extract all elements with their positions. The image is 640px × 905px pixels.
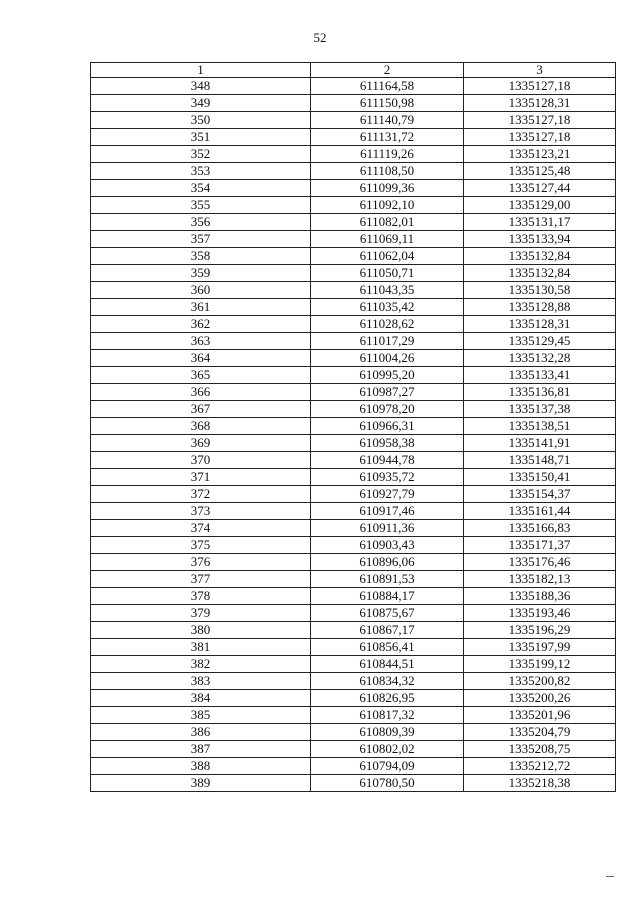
x-coordinate-cell: 611119,26 xyxy=(311,146,464,163)
x-coordinate-cell: 610780,50 xyxy=(311,775,464,792)
point-number-cell: 356 xyxy=(91,214,311,231)
x-coordinate-cell: 611069,11 xyxy=(311,231,464,248)
y-coordinate-cell: 1335127,18 xyxy=(464,129,616,146)
x-coordinate-cell: 610966,31 xyxy=(311,418,464,435)
table-row xyxy=(91,367,616,384)
y-coordinate-cell: 1335133,94 xyxy=(464,231,616,248)
x-coordinate-cell: 611004,26 xyxy=(311,350,464,367)
x-coordinate-cell: 610903,43 xyxy=(311,537,464,554)
y-coordinate-cell: 1335141,91 xyxy=(464,435,616,452)
table-row xyxy=(91,214,616,231)
y-coordinate-cell: 1335197,99 xyxy=(464,639,616,656)
y-coordinate-cell: 1335212,72 xyxy=(464,758,616,775)
x-coordinate-cell: 611050,71 xyxy=(311,265,464,282)
table-row xyxy=(91,639,616,656)
point-number-cell: 363 xyxy=(91,333,311,350)
point-number-cell: 382 xyxy=(91,656,311,673)
x-coordinate-cell: 610944,78 xyxy=(311,452,464,469)
table-row xyxy=(91,435,616,452)
point-number-cell: 351 xyxy=(91,129,311,146)
point-number-cell: 349 xyxy=(91,95,311,112)
y-coordinate-cell: 1335136,81 xyxy=(464,384,616,401)
point-number-cell: 381 xyxy=(91,639,311,656)
table-row xyxy=(91,571,616,588)
x-coordinate-cell: 610958,38 xyxy=(311,435,464,452)
point-number-cell: 364 xyxy=(91,350,311,367)
x-coordinate-cell: 610875,67 xyxy=(311,605,464,622)
table-row xyxy=(91,384,616,401)
x-coordinate-cell: 610844,51 xyxy=(311,656,464,673)
point-number-cell: 380 xyxy=(91,622,311,639)
y-coordinate-cell: 1335193,46 xyxy=(464,605,616,622)
point-number-cell: 371 xyxy=(91,469,311,486)
table-row xyxy=(91,95,616,112)
x-coordinate-cell: 610794,09 xyxy=(311,758,464,775)
table-row xyxy=(91,656,616,673)
table-row xyxy=(91,605,616,622)
point-number-cell: 378 xyxy=(91,588,311,605)
table-row xyxy=(91,418,616,435)
y-coordinate-cell: 1335199,12 xyxy=(464,656,616,673)
x-coordinate-cell: 610896,06 xyxy=(311,554,464,571)
point-number-cell: 386 xyxy=(91,724,311,741)
y-coordinate-cell: 1335200,26 xyxy=(464,690,616,707)
point-number-cell: 375 xyxy=(91,537,311,554)
y-coordinate-cell: 1335148,71 xyxy=(464,452,616,469)
table-row xyxy=(91,537,616,554)
table-row xyxy=(91,112,616,129)
y-coordinate-cell: 1335128,88 xyxy=(464,299,616,316)
y-coordinate-cell: 1335131,17 xyxy=(464,214,616,231)
point-number-cell: 379 xyxy=(91,605,311,622)
table-row xyxy=(91,588,616,605)
point-number-cell: 385 xyxy=(91,707,311,724)
point-number-cell: 384 xyxy=(91,690,311,707)
point-number-cell: 352 xyxy=(91,146,311,163)
table-row xyxy=(91,197,616,214)
x-coordinate-cell: 610891,53 xyxy=(311,571,464,588)
table-row xyxy=(91,520,616,537)
x-coordinate-cell: 611140,79 xyxy=(311,112,464,129)
point-number-cell: 358 xyxy=(91,248,311,265)
point-number-cell: 370 xyxy=(91,452,311,469)
table-row xyxy=(91,231,616,248)
y-coordinate-cell: 1335204,79 xyxy=(464,724,616,741)
table-row xyxy=(91,180,616,197)
table-row xyxy=(91,724,616,741)
y-coordinate-cell: 1335171,37 xyxy=(464,537,616,554)
coordinates-table xyxy=(90,62,616,792)
table-row xyxy=(91,350,616,367)
x-coordinate-cell: 611131,72 xyxy=(311,129,464,146)
x-coordinate-cell: 610978,20 xyxy=(311,401,464,418)
y-coordinate-cell: 1335201,96 xyxy=(464,707,616,724)
y-coordinate-cell: 1335208,75 xyxy=(464,741,616,758)
x-coordinate-cell: 610995,20 xyxy=(311,367,464,384)
x-coordinate-cell: 611082,01 xyxy=(311,214,464,231)
table-row xyxy=(91,248,616,265)
header-row xyxy=(91,63,616,78)
page-number: 52 xyxy=(313,30,327,45)
x-coordinate-cell: 611043,35 xyxy=(311,282,464,299)
point-number-cell: 372 xyxy=(91,486,311,503)
x-coordinate-cell: 610911,36 xyxy=(311,520,464,537)
y-coordinate-cell: 1335132,28 xyxy=(464,350,616,367)
y-coordinate-cell: 1335182,13 xyxy=(464,571,616,588)
y-coordinate-cell: 1335128,31 xyxy=(464,316,616,333)
point-number-cell: 359 xyxy=(91,265,311,282)
x-coordinate-cell: 610802,02 xyxy=(311,741,464,758)
y-coordinate-cell: 1335161,44 xyxy=(464,503,616,520)
y-coordinate-cell: 1335130,58 xyxy=(464,282,616,299)
table-row xyxy=(91,146,616,163)
y-coordinate-cell: 1335200,82 xyxy=(464,673,616,690)
table-row xyxy=(91,486,616,503)
y-coordinate-cell: 1335132,84 xyxy=(464,265,616,282)
x-coordinate-cell: 611017,29 xyxy=(311,333,464,350)
table-row xyxy=(91,741,616,758)
x-coordinate-cell: 611092,10 xyxy=(311,197,464,214)
x-coordinate-cell: 611108,50 xyxy=(311,163,464,180)
y-coordinate-cell: 1335127,18 xyxy=(464,112,616,129)
x-coordinate-cell: 611035,42 xyxy=(311,299,464,316)
y-coordinate-cell: 1335154,37 xyxy=(464,486,616,503)
x-coordinate-cell: 611150,98 xyxy=(311,95,464,112)
table-row xyxy=(91,129,616,146)
point-number-cell: 373 xyxy=(91,503,311,520)
x-coordinate-cell: 610987,27 xyxy=(311,384,464,401)
header-cell-x: 2 xyxy=(311,63,464,78)
point-number-cell: 367 xyxy=(91,401,311,418)
y-coordinate-cell: 1335188,36 xyxy=(464,588,616,605)
table-row xyxy=(91,707,616,724)
point-number-cell: 366 xyxy=(91,384,311,401)
table-row xyxy=(91,163,616,180)
table-row xyxy=(91,758,616,775)
table-row xyxy=(91,673,616,690)
table-row xyxy=(91,554,616,571)
y-coordinate-cell: 1335127,18 xyxy=(464,78,616,95)
table-row xyxy=(91,265,616,282)
x-coordinate-cell: 610935,72 xyxy=(311,469,464,486)
point-number-cell: 350 xyxy=(91,112,311,129)
point-number-cell: 354 xyxy=(91,180,311,197)
x-coordinate-cell: 610826,95 xyxy=(311,690,464,707)
table-row xyxy=(91,503,616,520)
y-coordinate-cell: 1335218,38 xyxy=(464,775,616,792)
point-number-cell: 369 xyxy=(91,435,311,452)
table-row xyxy=(91,282,616,299)
table-row xyxy=(91,316,616,333)
point-number-cell: 388 xyxy=(91,758,311,775)
table-row xyxy=(91,622,616,639)
table-row xyxy=(91,401,616,418)
x-coordinate-cell: 610884,17 xyxy=(311,588,464,605)
x-coordinate-cell: 610927,79 xyxy=(311,486,464,503)
y-coordinate-cell: 1335138,51 xyxy=(464,418,616,435)
point-number-cell: 383 xyxy=(91,673,311,690)
header-cell-y: 3 xyxy=(464,63,616,78)
y-coordinate-cell: 1335133,41 xyxy=(464,367,616,384)
point-number-cell: 362 xyxy=(91,316,311,333)
y-coordinate-cell: 1335132,84 xyxy=(464,248,616,265)
x-coordinate-cell: 611028,62 xyxy=(311,316,464,333)
y-coordinate-cell: 1335129,45 xyxy=(464,333,616,350)
point-number-cell: 374 xyxy=(91,520,311,537)
point-number-cell: 355 xyxy=(91,197,311,214)
x-coordinate-cell: 610817,32 xyxy=(311,707,464,724)
point-number-cell: 377 xyxy=(91,571,311,588)
y-coordinate-cell: 1335129,00 xyxy=(464,197,616,214)
y-coordinate-cell: 1335166,83 xyxy=(464,520,616,537)
y-coordinate-cell: 1335196,29 xyxy=(464,622,616,639)
point-number-cell: 389 xyxy=(91,775,311,792)
x-coordinate-cell: 610917,46 xyxy=(311,503,464,520)
table-row xyxy=(91,299,616,316)
y-coordinate-cell: 1335127,44 xyxy=(464,180,616,197)
y-coordinate-cell: 1335123,21 xyxy=(464,146,616,163)
y-coordinate-cell: 1335125,48 xyxy=(464,163,616,180)
table-row xyxy=(91,469,616,486)
table-row xyxy=(91,333,616,350)
table-row xyxy=(91,690,616,707)
y-coordinate-cell: 1335137,38 xyxy=(464,401,616,418)
x-coordinate-cell: 610867,17 xyxy=(311,622,464,639)
point-number-cell: 348 xyxy=(91,78,311,95)
point-number-cell: 387 xyxy=(91,741,311,758)
point-number-cell: 376 xyxy=(91,554,311,571)
table-row xyxy=(91,775,616,792)
x-coordinate-cell: 610834,32 xyxy=(311,673,464,690)
y-coordinate-cell: 1335128,31 xyxy=(464,95,616,112)
table-row xyxy=(91,452,616,469)
x-coordinate-cell: 610856,41 xyxy=(311,639,464,656)
x-coordinate-cell: 611062,04 xyxy=(311,248,464,265)
point-number-cell: 353 xyxy=(91,163,311,180)
point-number-cell: 365 xyxy=(91,367,311,384)
point-number-cell: 357 xyxy=(91,231,311,248)
table-body xyxy=(91,78,616,792)
table-row xyxy=(91,78,616,95)
scan-mark xyxy=(606,876,614,877)
y-coordinate-cell: 1335176,46 xyxy=(464,554,616,571)
x-coordinate-cell: 611164,58 xyxy=(311,78,464,95)
y-coordinate-cell: 1335150,41 xyxy=(464,469,616,486)
point-number-cell: 361 xyxy=(91,299,311,316)
point-number-cell: 360 xyxy=(91,282,311,299)
x-coordinate-cell: 611099,36 xyxy=(311,180,464,197)
point-number-cell: 368 xyxy=(91,418,311,435)
x-coordinate-cell: 610809,39 xyxy=(311,724,464,741)
header-cell-point-number: 1 xyxy=(91,63,311,78)
table-header xyxy=(91,63,616,78)
